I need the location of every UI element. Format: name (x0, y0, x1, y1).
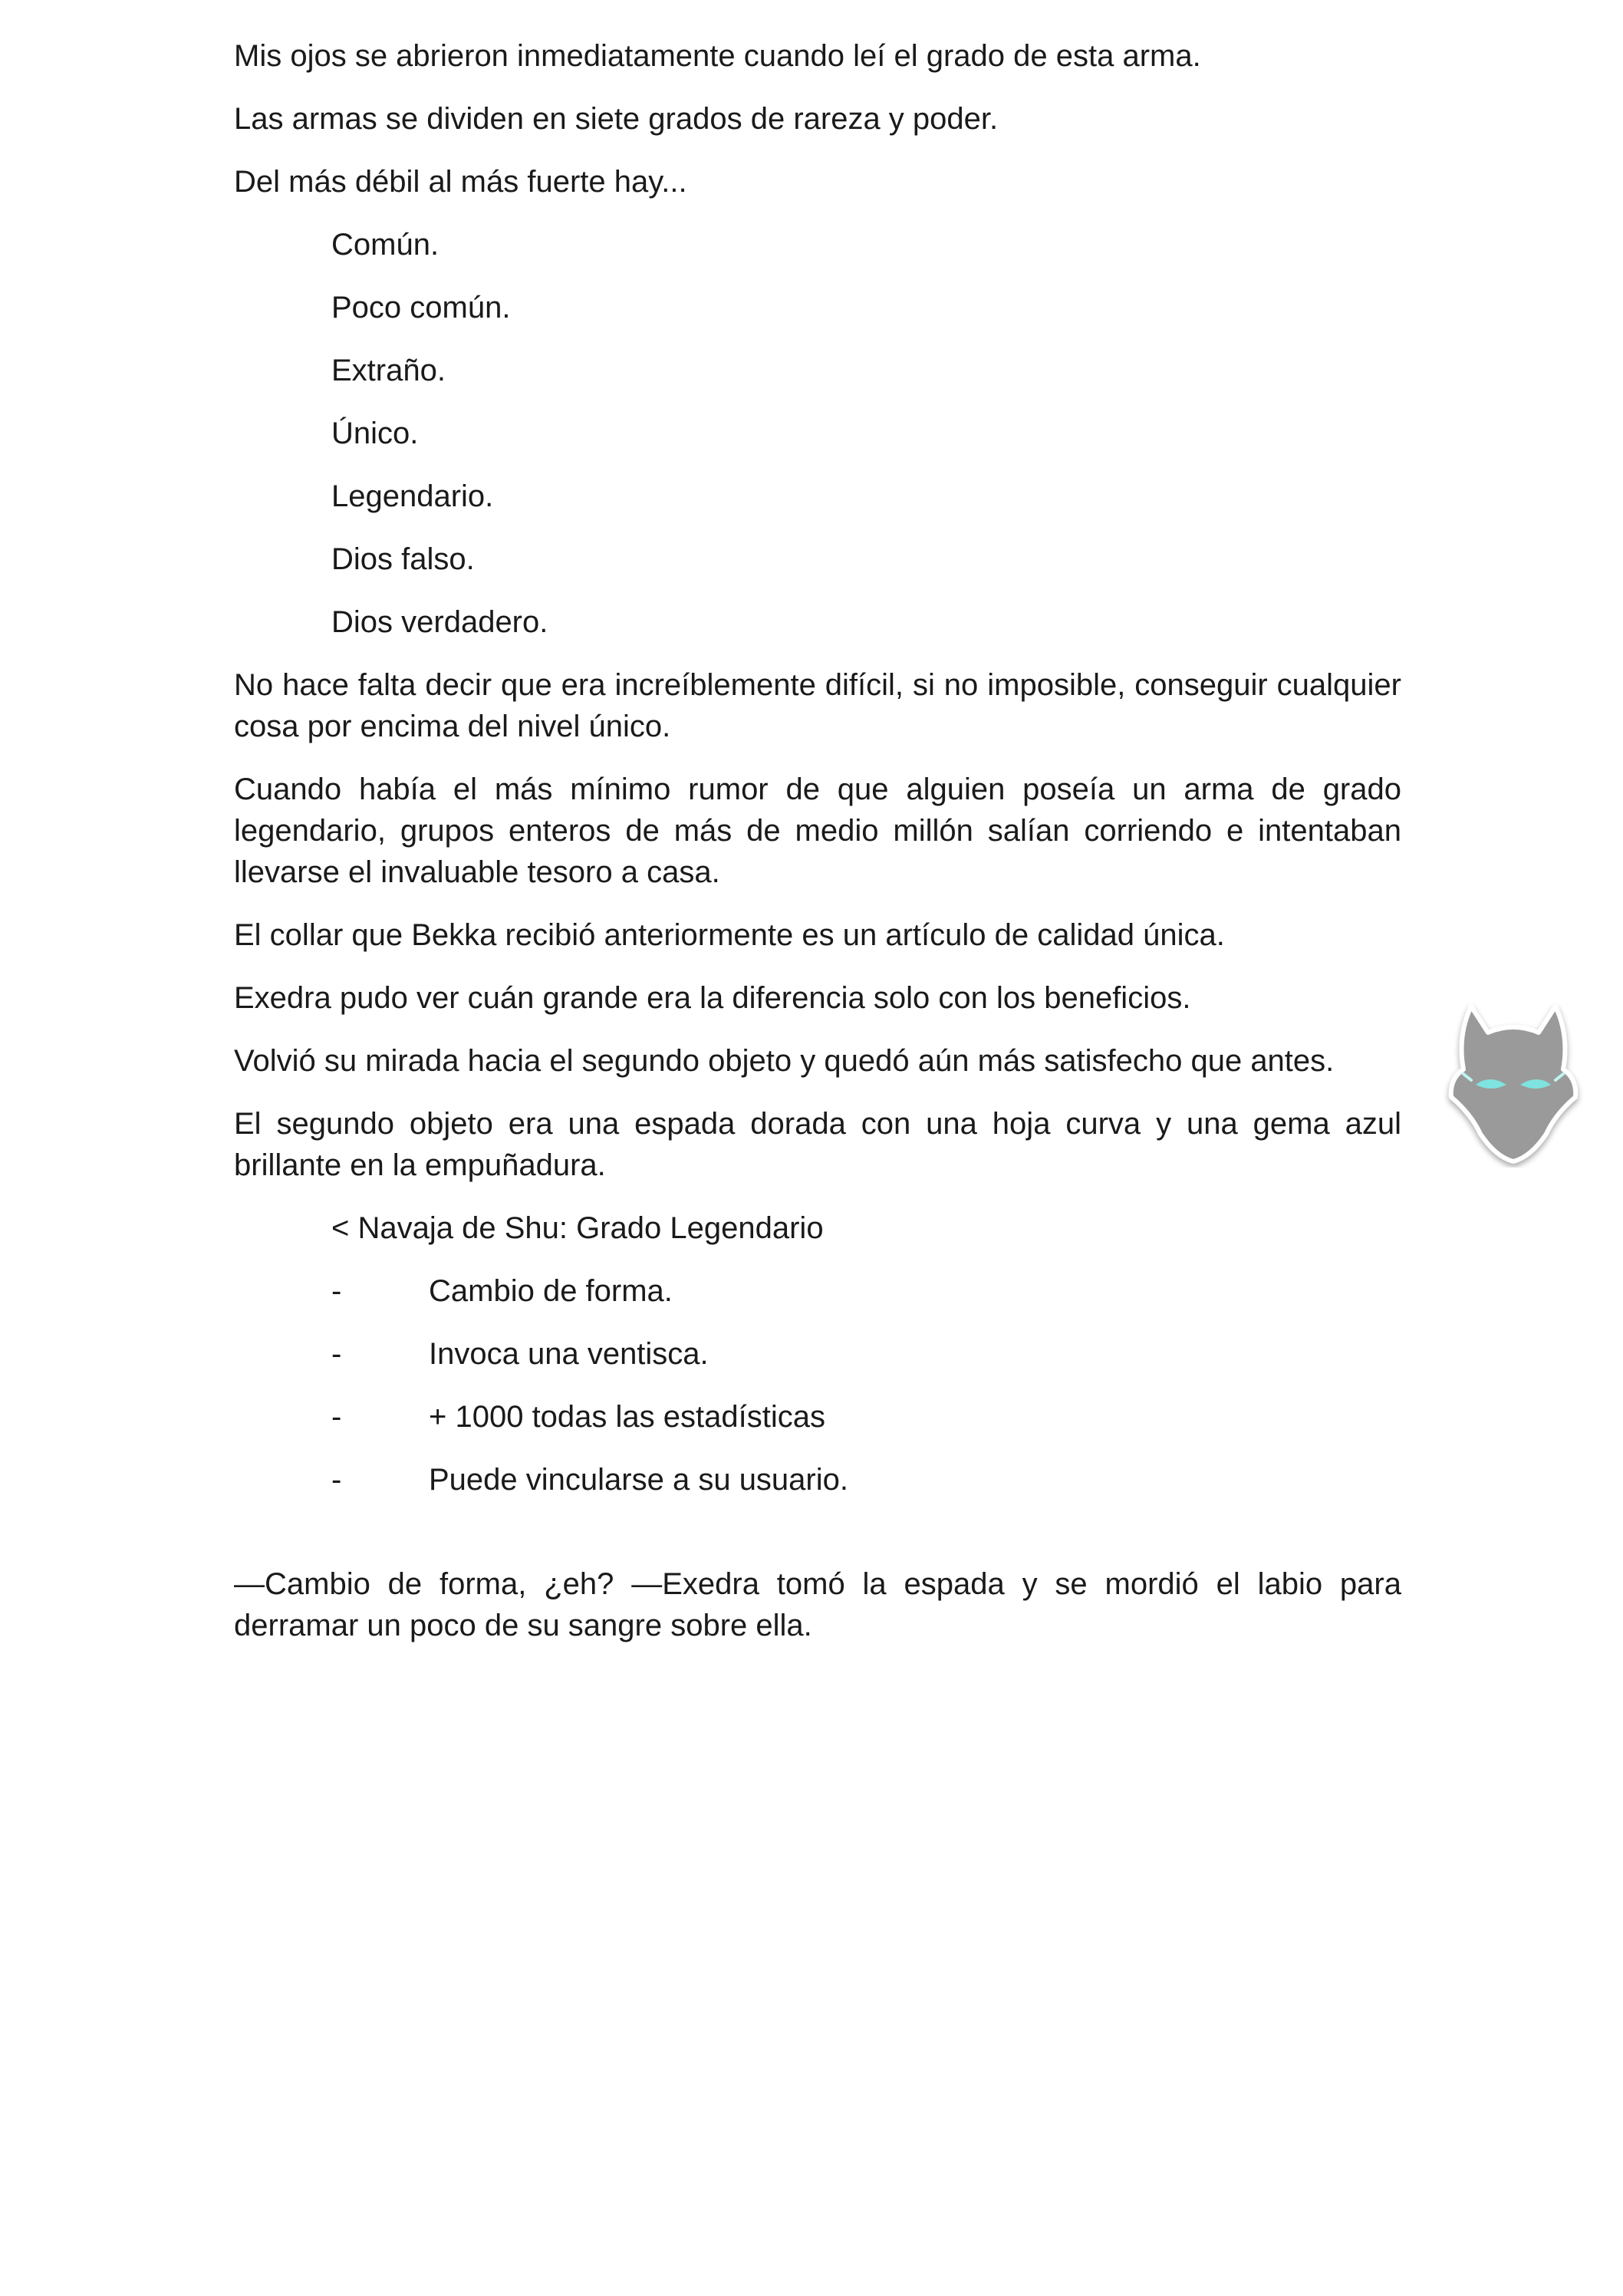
paragraph: —Cambio de forma, ¿eh? —Exedra tomó la espada y se mordió el labio para derramar un poco de su sangre sobre ella. (234, 1567, 1401, 1642)
weapon-header: < Navaja de Shu: Grado Legendario (331, 1211, 824, 1245)
paragraph: Cuando había el más mínimo rumor de que alguien poseía un arma de grado legendario, grupos enteros de más de medio millón salían corriendo e intentaban llevarse el invaluable tesoro a casa. (234, 772, 1401, 889)
grade-list (234, 224, 1401, 643)
demon-mask-icon (1440, 999, 1586, 1168)
paragraph: El segundo objeto era una espada dorada con una hoja curva y una gema azul brillante en la empuñadura. (234, 1107, 1401, 1182)
weapon-property (234, 1333, 1401, 1375)
bullet-dash: - (331, 1463, 342, 1497)
grade-item: Común. (331, 228, 439, 262)
document-body (234, 35, 1401, 1668)
bullet-dash: - (331, 1274, 342, 1308)
paragraph: Las armas se dividen en siete grados de rareza y poder. (234, 102, 999, 136)
weapon-properties (234, 1270, 1401, 1500)
grade-item: Poco común. (331, 291, 511, 324)
weapon-property-text: Cambio de forma. (429, 1274, 673, 1308)
weapon-property-text: + 1000 todas las estadísticas (429, 1400, 825, 1434)
bullet-dash: - (331, 1400, 342, 1434)
paragraph: Exedra pudo ver cuán grande era la diferencia solo con los beneficios. (234, 981, 1191, 1015)
paragraph: Volvió su mirada hacia el segundo objeto y quedó aún más satisfecho que antes. (234, 1044, 1335, 1078)
paragraph: Del más débil al más fuerte hay... (234, 165, 687, 199)
paragraph: El collar que Bekka recibió anteriormente es un artículo de calidad única. (234, 918, 1225, 952)
grade-item: Único. (331, 417, 419, 450)
weapon-property-text: Invoca una ventisca. (429, 1337, 709, 1371)
paragraph: Mis ojos se abrieron inmediatamente cuando leí el grado de esta arma. (234, 39, 1201, 73)
paragraph: No hace falta decir que era increíblemente difícil, si no imposible, conseguir cualquier cosa por encima del nivel único. (234, 668, 1401, 743)
grade-item: Extraño. (331, 354, 446, 387)
bullet-dash: - (331, 1337, 342, 1371)
weapon-property-text: Puede vincularse a su usuario. (429, 1463, 848, 1497)
grade-item: Dios falso. (331, 542, 475, 576)
weapon-property (234, 1270, 1401, 1312)
weapon-property (234, 1459, 1401, 1500)
spacer (234, 1522, 1401, 1563)
weapon-property (234, 1396, 1401, 1438)
grade-item: Dios verdadero. (331, 605, 548, 639)
grade-item: Legendario. (331, 479, 494, 513)
